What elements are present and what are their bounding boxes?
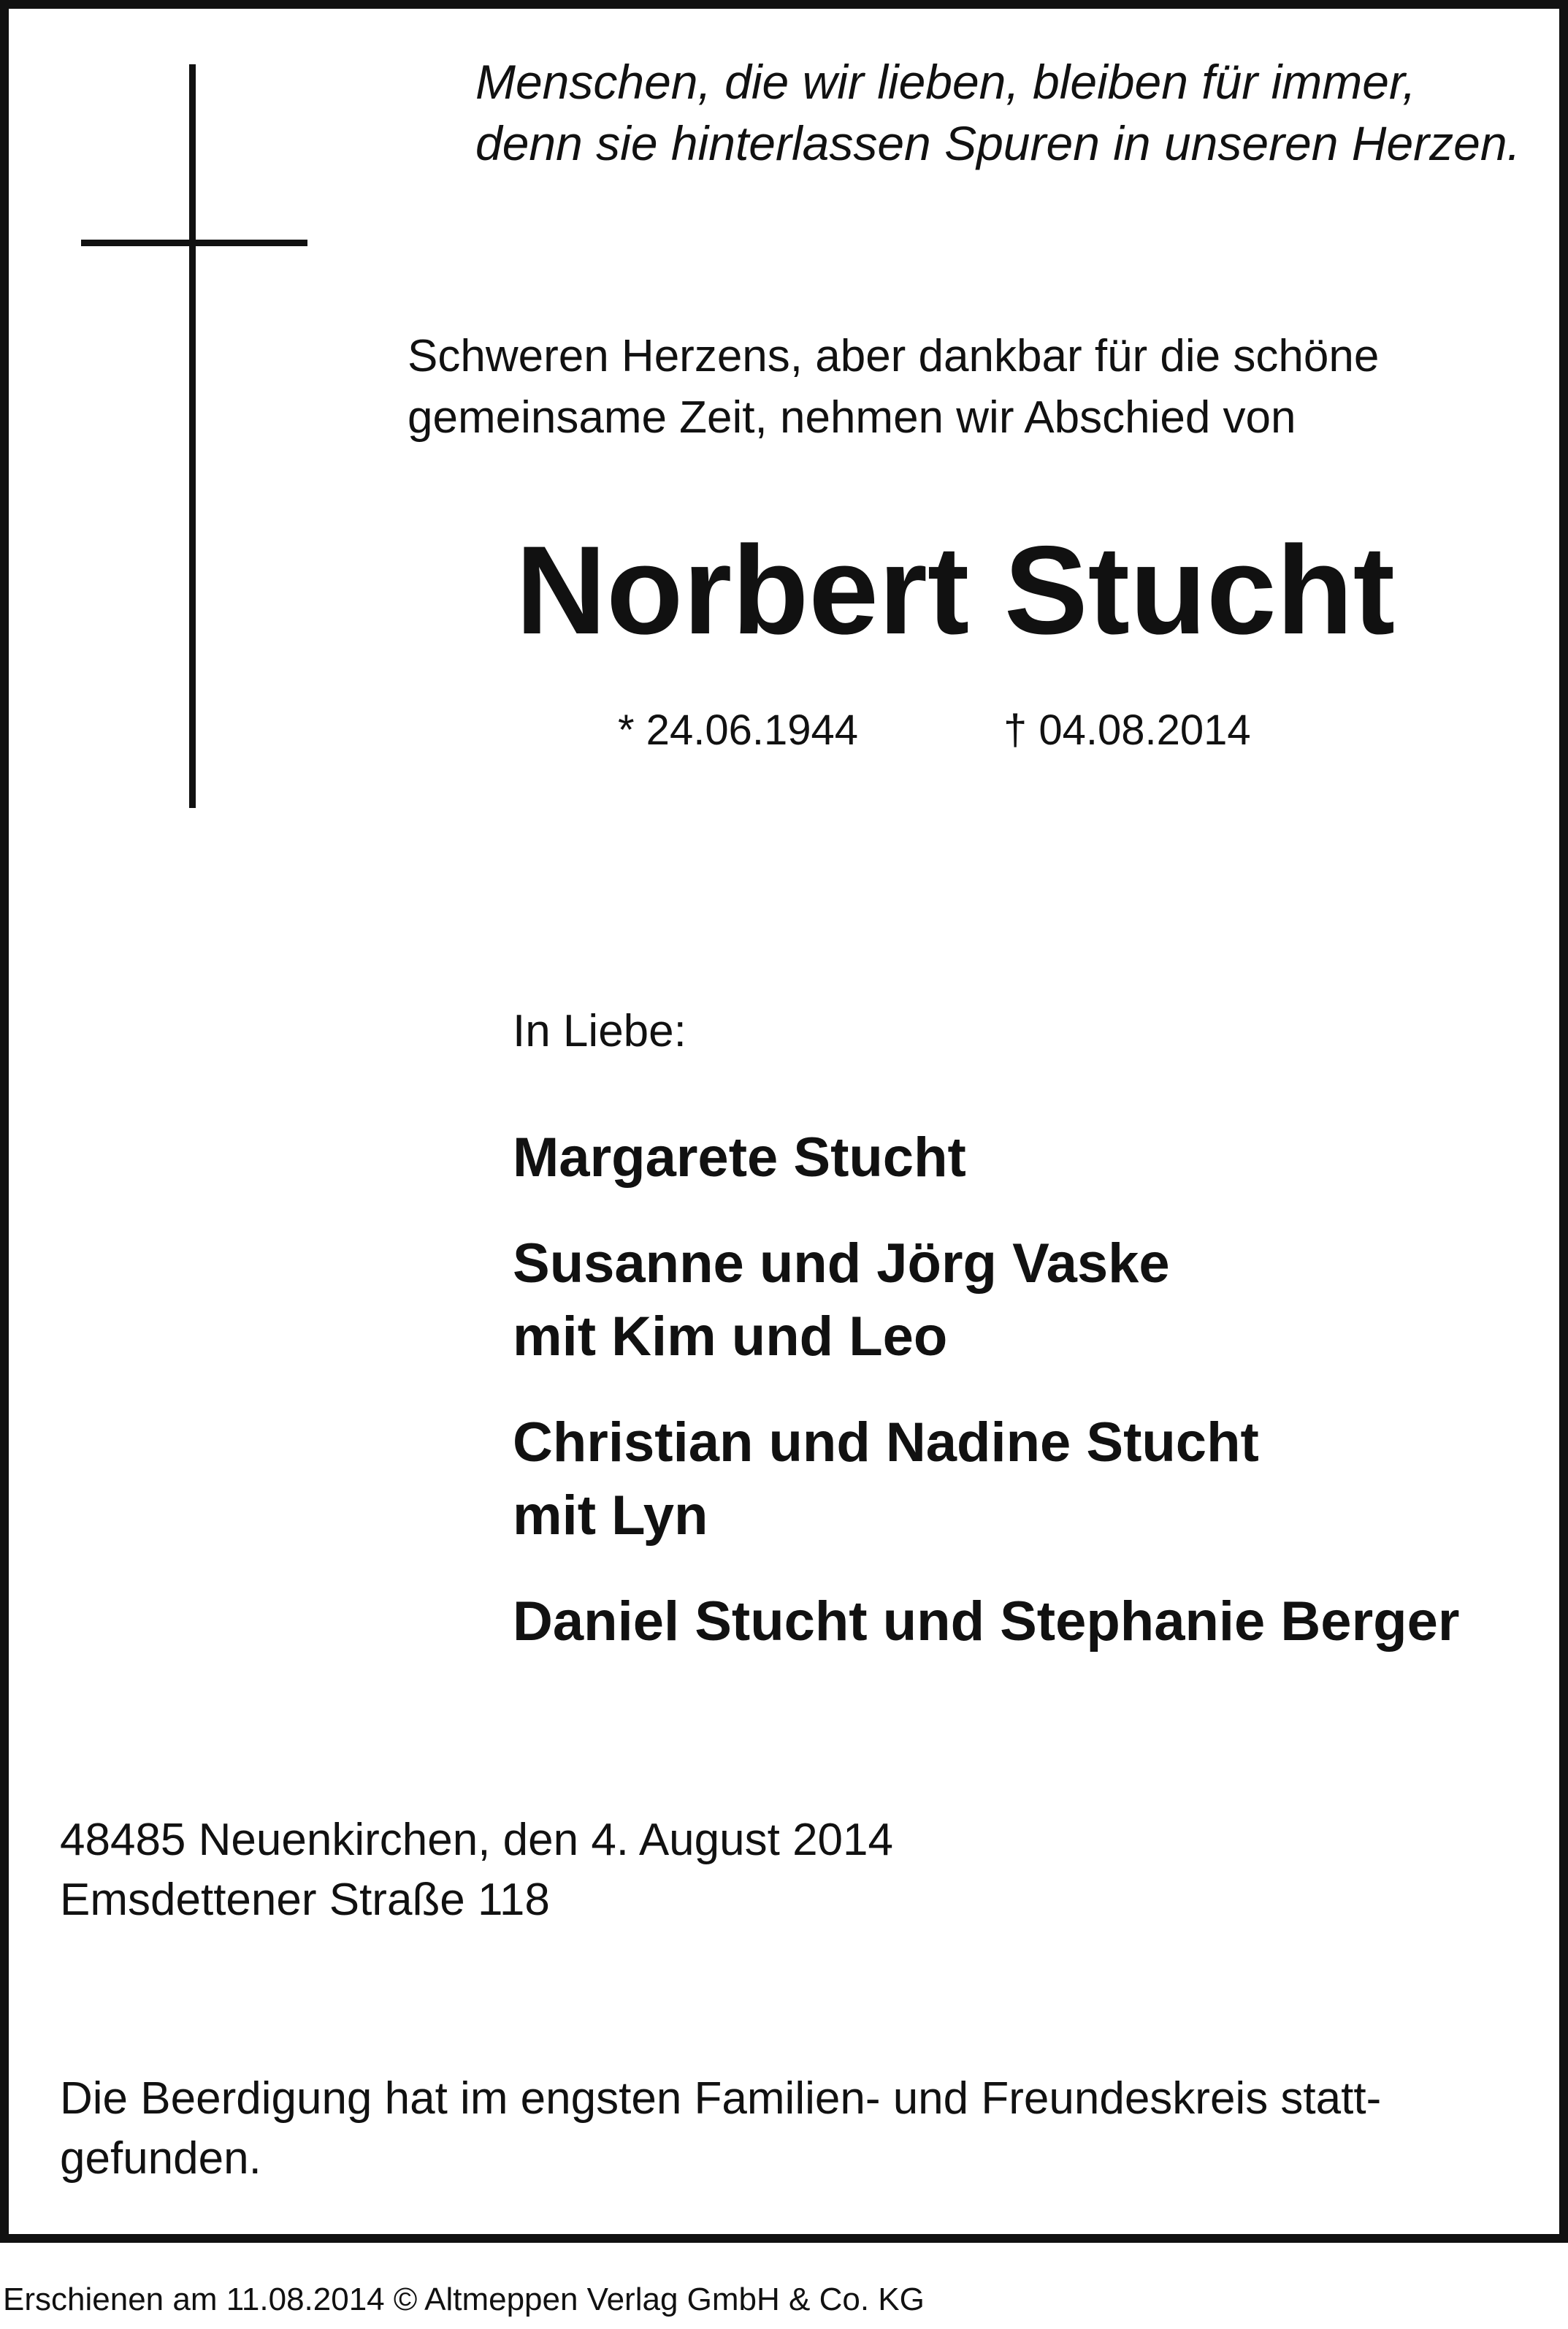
deceased-name: Norbert Stucht xyxy=(516,520,1395,660)
mourners-list xyxy=(513,1121,1459,1691)
mourner-line: mit Kim und Leo xyxy=(513,1305,948,1368)
publication-footer: Erschienen am 11.08.2014 © Altmeppen Verlag GmbH & Co. KG xyxy=(3,2282,925,2317)
death-date: † 04.08.2014 xyxy=(1003,706,1251,754)
birth-date: * 24.06.1944 xyxy=(618,706,858,754)
intro-text xyxy=(408,326,1379,449)
funeral-notice xyxy=(60,2069,1381,2189)
funeral-notice-line: gefunden. xyxy=(60,2133,261,2184)
mourner-entry xyxy=(513,1585,1459,1658)
cross-icon xyxy=(189,64,196,808)
mourner-entry xyxy=(513,1121,1459,1194)
mourner-entry xyxy=(513,1227,1459,1373)
mourner-line: Susanne und Jörg Vaske xyxy=(513,1232,1170,1295)
mourner-line: Margarete Stucht xyxy=(513,1127,966,1189)
funeral-notice-line: Die Beerdigung hat im engsten Familien- und Freundeskreis statt- xyxy=(60,2073,1382,2124)
motto-line: denn sie hinterlassen Spuren in unseren Herzen. xyxy=(475,116,1521,170)
motto-line: Menschen, die wir lieben, bleiben für immer, xyxy=(475,55,1416,109)
mourner-line: Daniel Stucht und Stephanie Berger xyxy=(513,1590,1460,1653)
motto xyxy=(475,51,1521,174)
intro-line: Schweren Herzens, aber dankbar für die schöne xyxy=(408,331,1380,381)
cross-icon-crossbar xyxy=(81,240,307,246)
mourner-line: mit Lyn xyxy=(513,1484,708,1547)
address-block xyxy=(60,1810,893,1930)
mourners-heading: In Liebe: xyxy=(513,1006,687,1056)
intro-line: gemeinsame Zeit, nehmen wir Abschied von xyxy=(408,392,1296,443)
mourner-line: Christian und Nadine Stucht xyxy=(513,1411,1259,1474)
mourner-entry xyxy=(513,1406,1459,1552)
street-address: Emsdettener Straße 118 xyxy=(60,1875,550,1925)
place-date: 48485 Neuenkirchen, den 4. August 2014 xyxy=(60,1815,894,1865)
